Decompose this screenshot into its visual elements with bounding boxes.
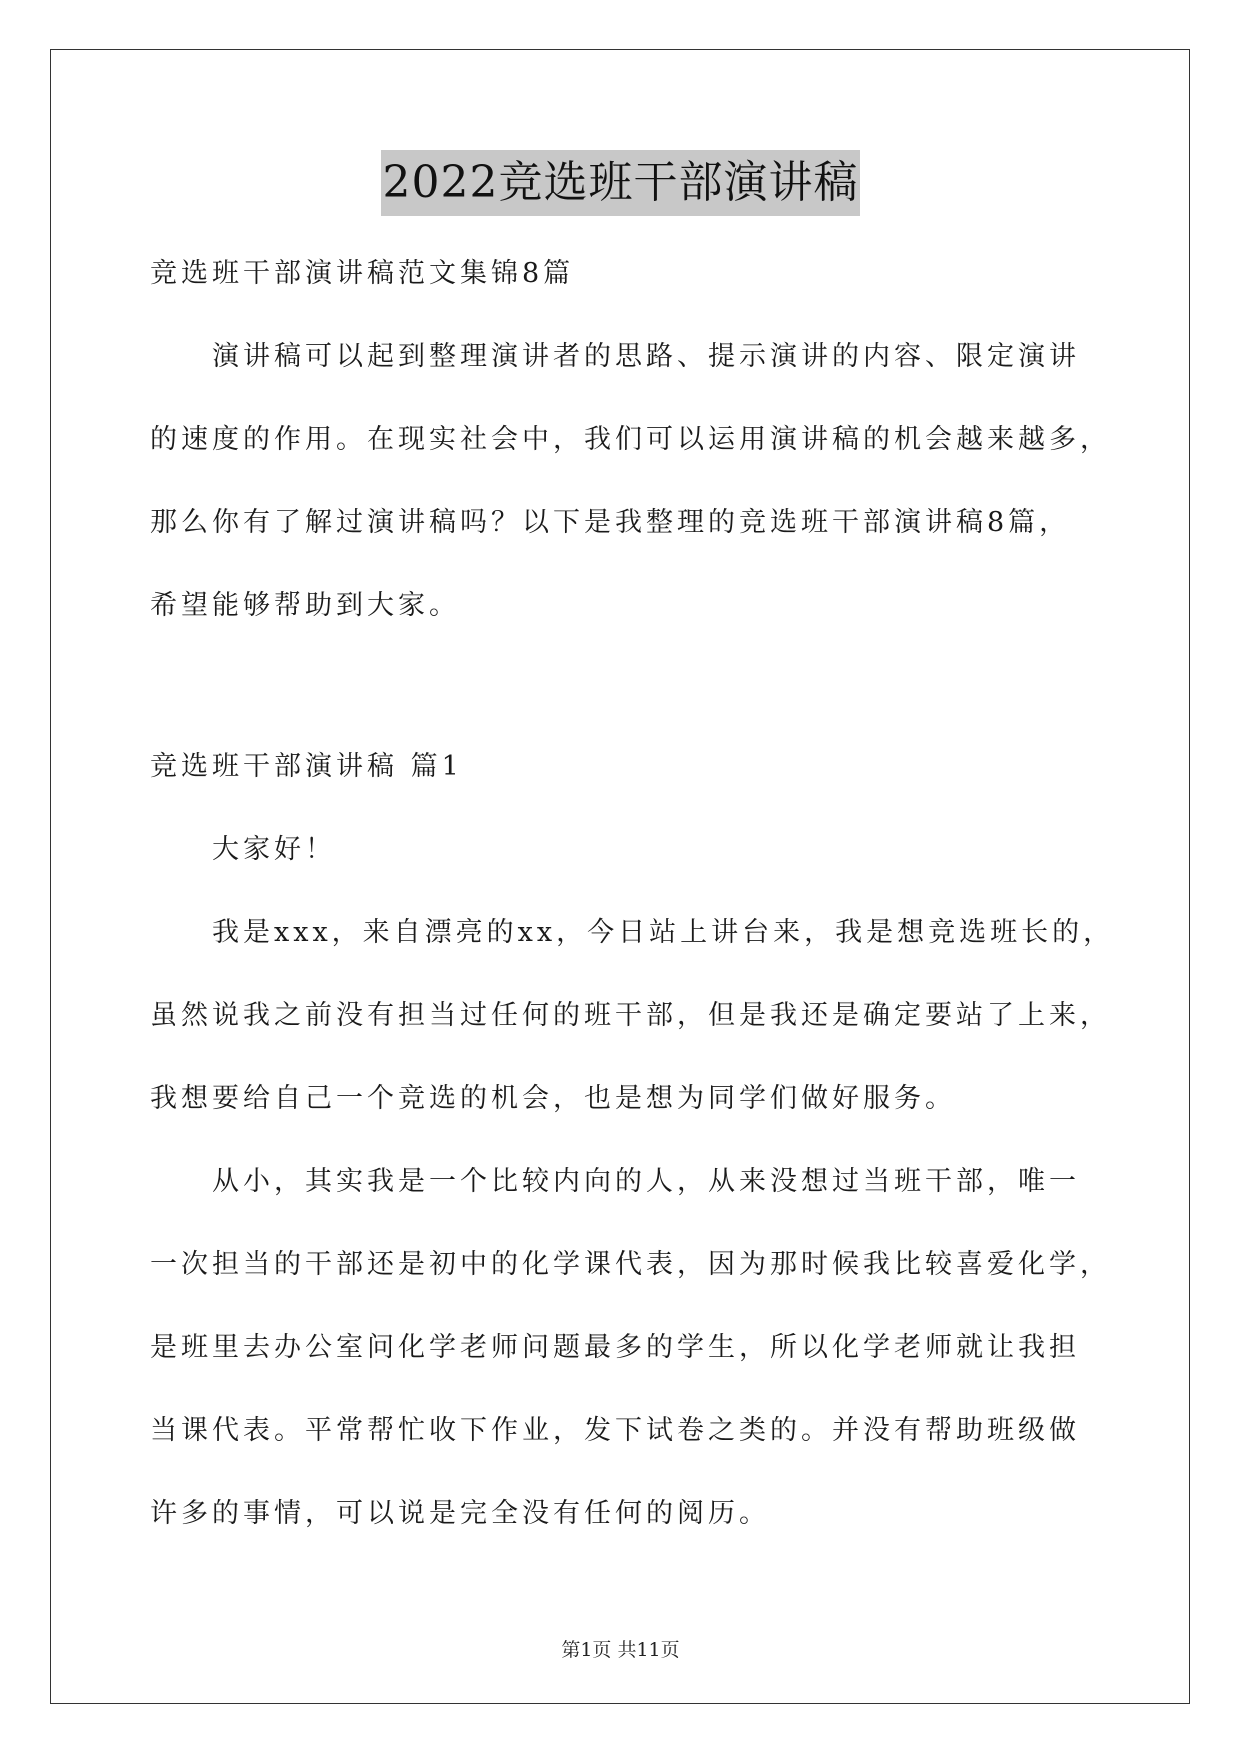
intro-line: 演讲稿可以起到整理演讲者的思路、提示演讲的内容、限定演讲 <box>212 341 1080 372</box>
paragraph-line: 是班里去办公室问化学老师问题最多的学生，所以化学老师就让我担 <box>150 1332 1080 1363</box>
document-subtitle: 竞选班干部演讲稿范文集锦8篇 <box>150 258 575 289</box>
title-container <box>0 150 1241 216</box>
greeting: 大家好！ <box>212 834 336 865</box>
document-body <box>150 232 1115 1555</box>
intro-line: 希望能够帮助到大家。 <box>150 590 460 621</box>
paragraph-line: 我想要给自己一个竞选的机会，也是想为同学们做好服务。 <box>150 1083 956 1114</box>
paragraph-line: 虽然说我之前没有担当过任何的班干部，但是我还是确定要站了上来， <box>150 1000 1111 1031</box>
paragraph-line: 一次担当的干部还是初中的化学课代表，因为那时候我比较喜爱化学， <box>150 1249 1111 1280</box>
paragraph-line: 当课代表。平常帮忙收下作业，发下试卷之类的。并没有帮助班级做 <box>150 1415 1080 1446</box>
paragraph-line: 从小，其实我是一个比较内向的人，从来没想过当班干部，唯一 <box>212 1166 1080 1197</box>
paragraph-line: 许多的事情，可以说是完全没有任何的阅历。 <box>150 1498 770 1529</box>
intro-line: 那么你有了解过演讲稿吗？以下是我整理的竞选班干部演讲稿8篇， <box>150 507 1071 538</box>
intro-line: 的速度的作用。在现实社会中，我们可以运用演讲稿的机会越来越多， <box>150 424 1111 455</box>
paragraph-line: 我是xxx，来自漂亮的xx，今日站上讲台来，我是想竞选班长的， <box>212 917 1115 948</box>
page-number-footer: 第1页 共11页 <box>561 1639 680 1661</box>
section-heading: 竞选班干部演讲稿 篇1 <box>150 751 463 782</box>
section-gap <box>150 647 1100 725</box>
document-title: 2022竞选班干部演讲稿 <box>381 150 861 216</box>
